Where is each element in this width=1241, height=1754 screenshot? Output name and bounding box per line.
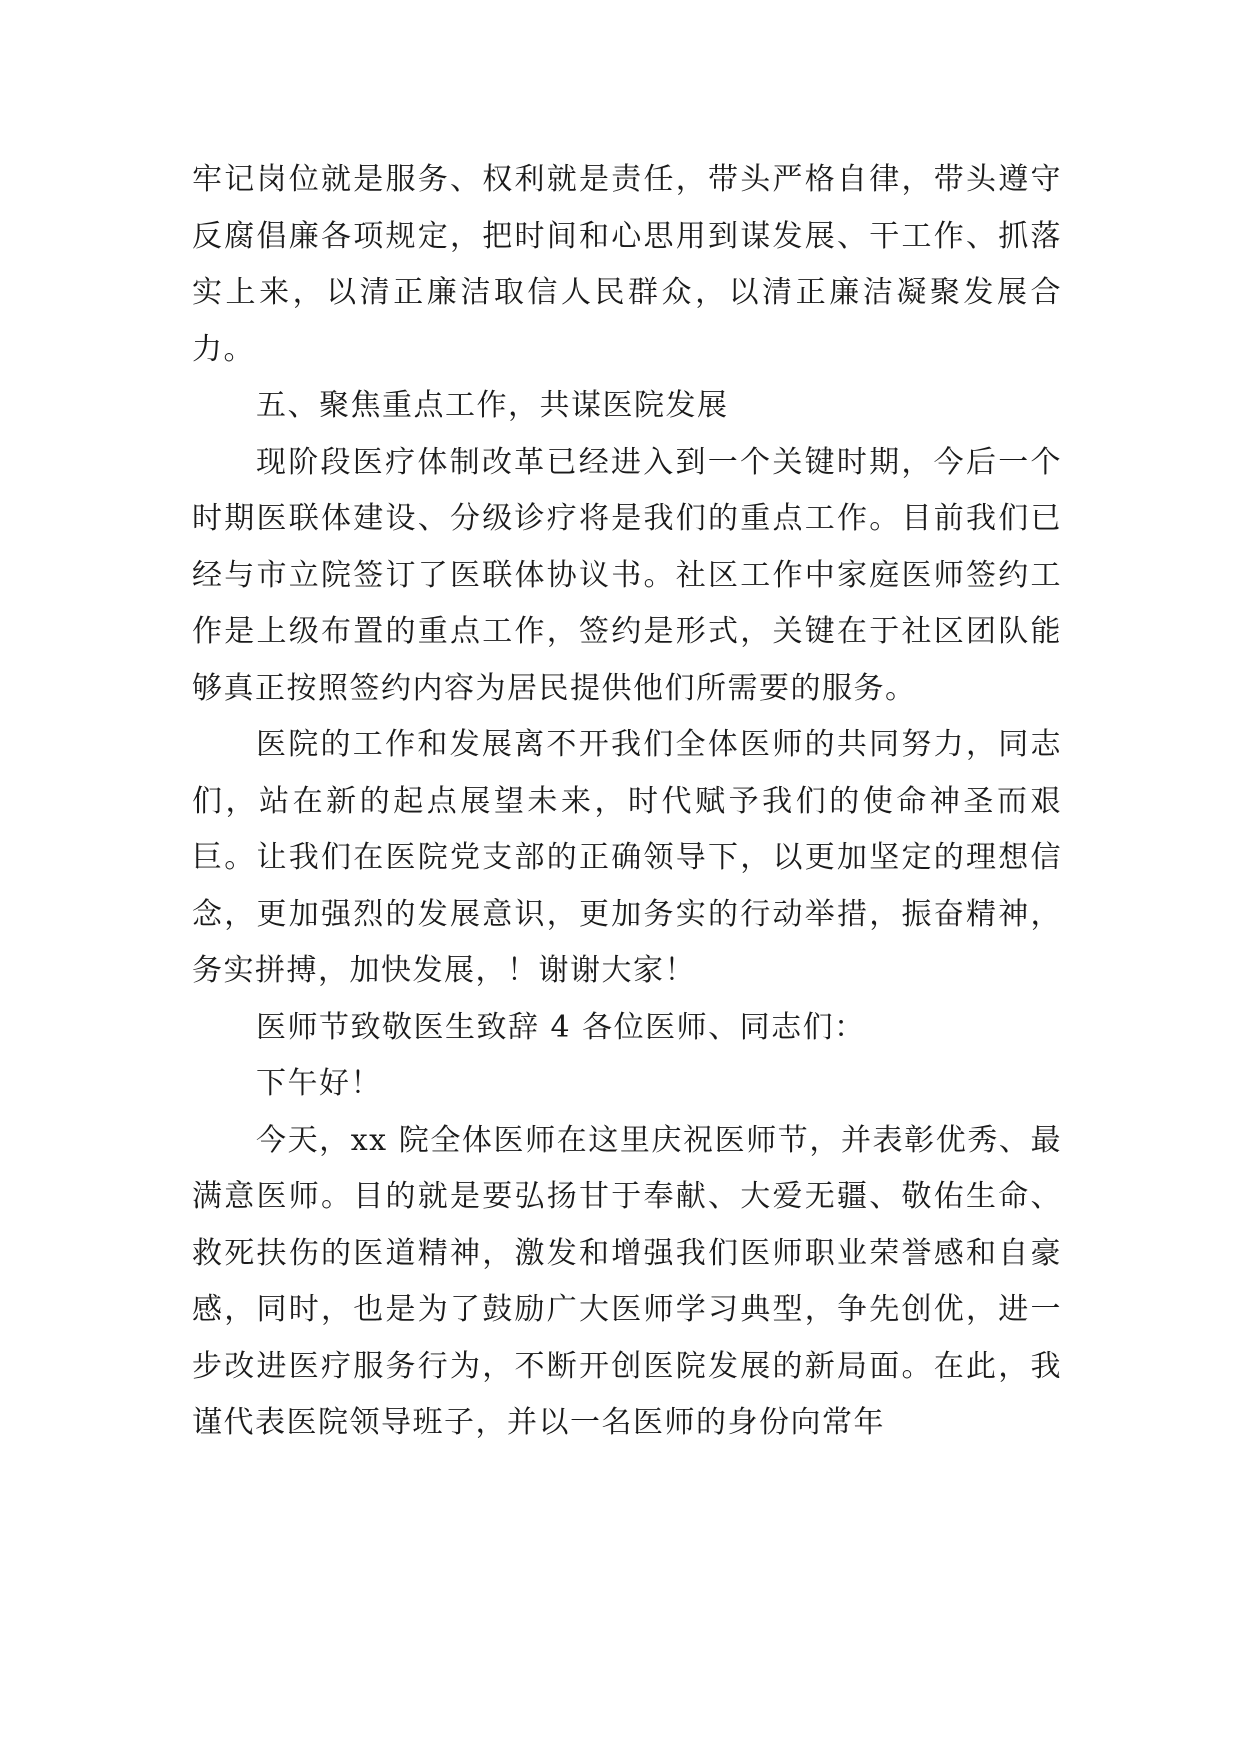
document-body	[192, 152, 1062, 1452]
paragraph: 牢记岗位就是服务、权利就是责任，带头严格自律，带头遵守反腐倡廉各项规定，把时间和心思用到谋发展、干工作、抓落实上来，以清正廉洁取信人民群众，以清正廉洁凝聚发展合力。	[192, 162, 1062, 367]
paragraph: 医院的工作和发展离不开我们全体医师的共同努力，同志们，站在新的起点展望未来，时代赋予我们的使命神圣而艰巨。让我们在医院党支部的正确领导下，以更加坚定的理想信念，更加强烈的发展意识，更加务实的行动举措，振奋精神，务实拼搏，加快发展，！谢谢大家！	[192, 727, 1062, 988]
section-heading: 五、聚焦重点工作，共谋医院发展	[256, 388, 729, 423]
speech-title: 医师节致敬医生致辞 4 各位医师、同志们：	[256, 1009, 866, 1045]
paragraph: 现阶段医疗体制改革已经进入到一个关键时期，今后一个时期医联体建设、分级诊疗将是我们的重点工作。目前我们已经与市立院签订了医联体协议书。社区工作中家庭医师签约工作是上级布置的重点工作，签约是形式，关键在于社区团队能够真正按照签约内容为居民提供他们所需要的服务。	[192, 444, 1062, 706]
paragraph: 今天，xx 院全体医师在这里庆祝医师节，并表彰优秀、最满意医师。目的就是要弘扬甘于奉献、大爱无疆、敬佑生命、救死扶伤的医道精神，激发和增强我们医师职业荣誉感和自豪感，同时，也是为了鼓励广大医师学习典型，争先创优，进一步改进医疗服务行为，不断开创医院发展的新局面。在此，我谨代表医院领导班子，并以一名医师的身份向常年	[192, 1122, 1062, 1440]
greeting: 下午好！	[256, 1066, 382, 1101]
